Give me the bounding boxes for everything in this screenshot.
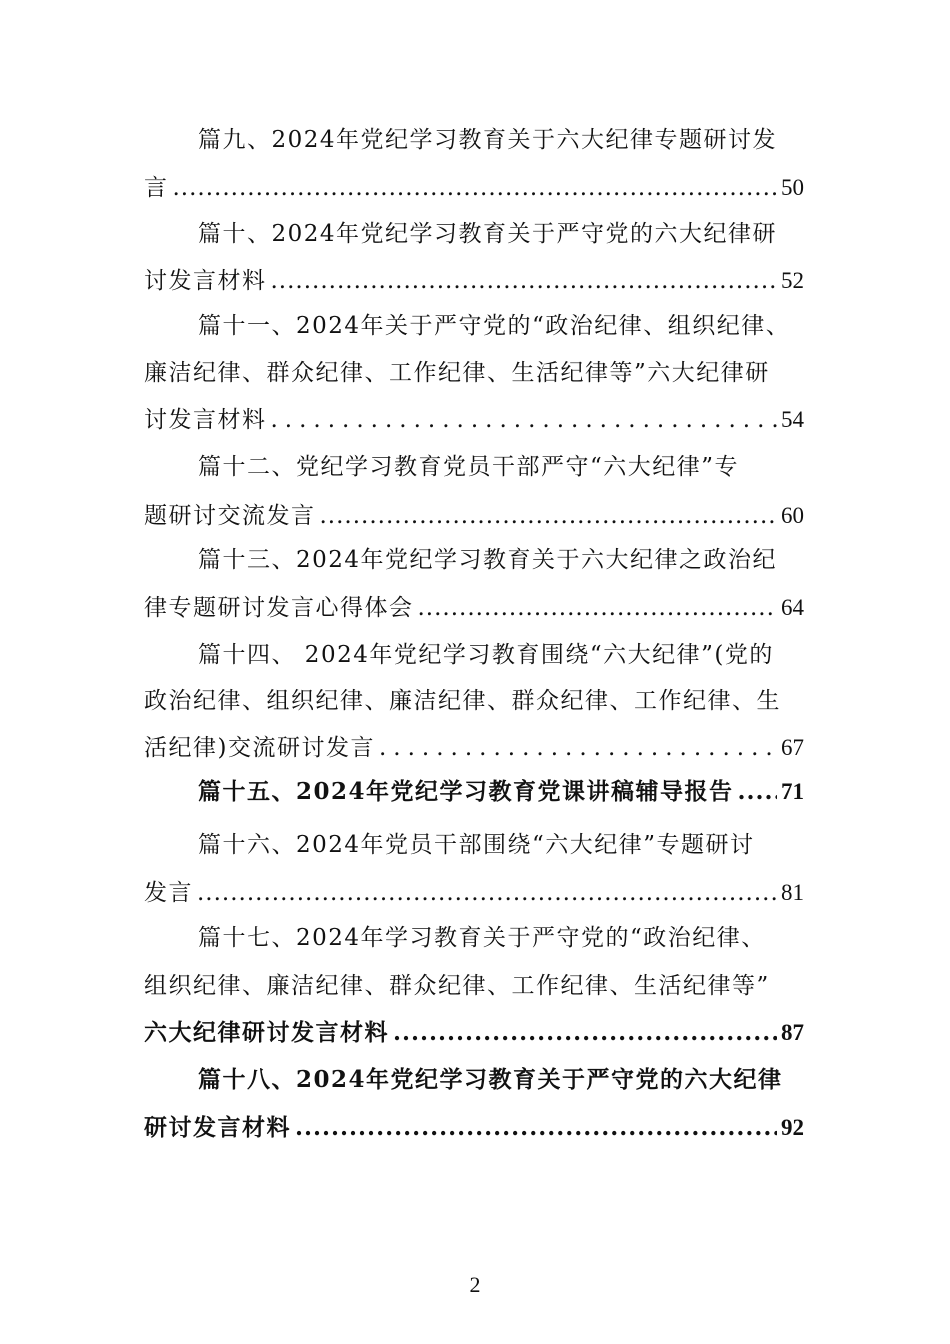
toc-entry-18-line-1: 篇十八、2024年党纪学习教育关于严守党的六大纪律	[198, 1066, 783, 1093]
toc-entry-16-line-1: 篇十六、2024年党员干部围绕“六大纪律”专题研讨	[198, 832, 755, 858]
toc-entry-14-title-end: 活纪律)交流研讨发言	[144, 735, 375, 761]
toc-entry-17-page: 87	[781, 1020, 804, 1045]
toc-entry-14-line-2: 政治纪律、组织纪律、廉洁纪律、群众纪律、工作纪律、生	[144, 688, 781, 714]
toc-entry-11-line-2: 廉洁纪律、群众纪律、工作纪律、生活纪律等”六大纪律研	[144, 360, 770, 386]
toc-entry-15-last-line[interactable]	[144, 770, 804, 814]
toc-entry-14-last-line[interactable]	[144, 726, 804, 770]
toc-entry-12-last-line[interactable]	[144, 494, 804, 538]
dot-leader	[197, 871, 777, 915]
toc-entry-15-title: 篇十五、2024年党纪学习教育党课讲稿辅导报告	[198, 778, 734, 805]
toc-entry-16-title-end: 发言	[144, 880, 193, 906]
toc-entry-17-line-1: 篇十七、2024年学习教育关于严守党的“政治纪律、	[198, 925, 766, 951]
toc-entry-13-line-1: 篇十三、2024年党纪学习教育关于六大纪律之政治纪	[198, 547, 778, 573]
toc-entry-13-last-line[interactable]	[144, 586, 804, 630]
dot-leader	[271, 398, 778, 442]
toc-entry-10-title-end: 讨发言材料	[144, 268, 267, 294]
toc-entry-10-line-1: 篇十、2024年党纪学习教育关于严守党的六大纪律研	[198, 221, 778, 247]
toc-entry-17-line-2: 组织纪律、廉洁纪律、群众纪律、工作纪律、生活纪律等”	[144, 973, 770, 999]
toc-entry-9-title-end: 言	[144, 175, 169, 201]
toc-entry-17-last-line[interactable]	[144, 1011, 804, 1055]
toc-entry-14-line-1: 篇十四、 2024年党纪学习教育围绕“六大纪律”(党的	[198, 642, 774, 668]
toc-entry-18-title-end: 研讨发言材料	[144, 1114, 291, 1141]
dot-leader	[173, 166, 778, 210]
toc-entry-13-page: 64	[781, 595, 804, 620]
toc-entry-15-page: 71	[781, 779, 804, 804]
toc-entry-12-page: 60	[781, 503, 804, 528]
dot-leader	[295, 1106, 777, 1150]
toc-entry-12-title-end: 题研讨交流发言	[144, 503, 316, 529]
toc-entry-18-last-line[interactable]	[144, 1106, 804, 1150]
toc-entry-13-title-end: 律专题研讨发言心得体会	[144, 595, 414, 621]
toc-entry-11-last-line[interactable]	[144, 398, 804, 442]
dot-leader	[320, 494, 778, 538]
toc-entry-16-last-line[interactable]	[144, 871, 804, 915]
dot-leader	[271, 259, 778, 303]
toc-entry-18-page: 92	[781, 1115, 804, 1140]
toc-entry-10-page: 52	[781, 268, 804, 293]
dot-leader	[393, 1011, 777, 1055]
toc-entry-9-page: 50	[781, 175, 804, 200]
dot-leader	[738, 770, 777, 814]
toc-entry-9-line-1: 篇九、2024年党纪学习教育关于六大纪律专题研讨发	[198, 127, 778, 153]
toc-entry-11-line-1: 篇十一、2024年关于严守党的“政治纪律、组织纪律、	[198, 313, 791, 339]
toc-entry-11-title-end: 讨发言材料	[144, 407, 267, 433]
dot-leader	[379, 726, 777, 770]
toc-entry-16-page: 81	[781, 880, 804, 905]
toc-entry-10-last-line[interactable]	[144, 259, 804, 303]
toc-entry-12-line-1: 篇十二、党纪学习教育党员干部严守“六大纪律”专	[198, 454, 740, 480]
toc-entry-9-last-line[interactable]	[144, 166, 804, 210]
dot-leader	[418, 586, 778, 630]
toc-entry-11-page: 54	[781, 407, 804, 432]
toc-entry-14-page: 67	[781, 735, 804, 760]
page-number: 2	[469, 1272, 481, 1297]
toc-entry-17-title-end: 六大纪律研讨发言材料	[144, 1019, 389, 1046]
